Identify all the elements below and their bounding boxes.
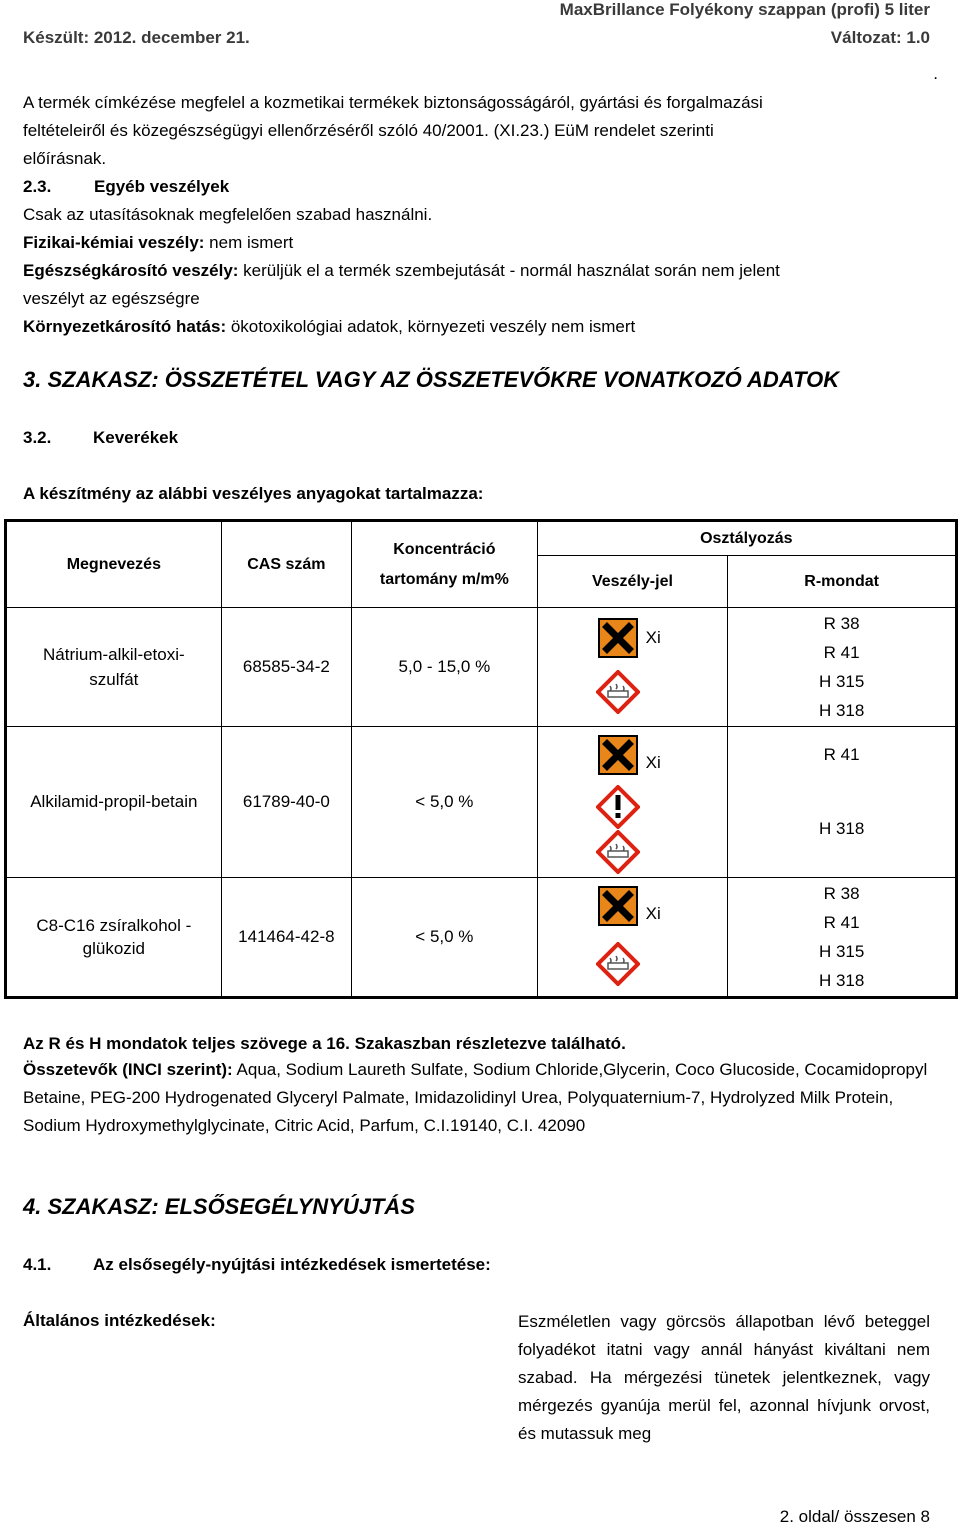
health-hazard-cont: veszélyt az egészségre (23, 289, 200, 308)
exclamation-icon (596, 785, 640, 829)
xi-label: Xi (645, 904, 661, 923)
ingredient-name: C8-C16 zsíralkohol - glükozid (6, 878, 222, 998)
environment-hazard (23, 313, 635, 341)
header-name: Megnevezés (6, 521, 222, 608)
usage-text: Csak az utasításoknak megfelelően szabad használni. (23, 205, 433, 224)
subsection-title: Az elsősegély-nyújtási intézkedések ismertetése: (93, 1255, 491, 1274)
subsection-title: Keverékek (93, 428, 179, 447)
h-phrase: H 318 (818, 819, 865, 838)
section-4-1-heading (23, 1255, 491, 1275)
section-number: 2.3. (23, 177, 52, 196)
section-2-3-heading (23, 173, 229, 201)
general-measures-text: Eszméletlen vagy görcsös állapotban lévő beteggel folyadékot itatni vagy annál hányást kiváltani nem szabad. Ha mérgezési tünetek jelentkeznek, vagy mérgezés gyanúja merül fel, azonnal hívjunk orvost, és mutassuk meg (518, 1312, 930, 1443)
concentration: < 5,0 % (352, 727, 538, 878)
hazard-symbols (537, 608, 728, 727)
cas-number: 61789-40-0 (221, 727, 351, 878)
inci-ingredients (23, 1056, 943, 1140)
xi-label: Xi (645, 753, 661, 772)
cas-number: 68585-34-2 (221, 608, 351, 727)
corrosion-icon (596, 670, 640, 714)
r-phrase: R 41 (823, 745, 860, 764)
inci-label: Összetevők (INCI szerint): (23, 1060, 233, 1079)
xi-irritant-icon (598, 886, 638, 926)
section-3-2-heading (23, 428, 178, 448)
concentration: < 5,0 % (352, 878, 538, 998)
header-symbol: Veszély-jel (537, 556, 728, 608)
ingredient-name: Alkilamid-propil-betain (6, 727, 222, 878)
hazardous-ingredients-table (4, 519, 958, 999)
section-4-title: 4. SZAKASZ: ELSŐSEGÉLYNYÚJTÁS (23, 1194, 415, 1219)
table-row (6, 608, 957, 727)
r-phrase: R 41 (823, 913, 860, 932)
mixture-lead: A készítmény az alábbi veszélyes anyagokat tartalmazza: (23, 484, 484, 503)
cas-number: 141464-42-8 (221, 878, 351, 998)
header-cas: CAS szám (221, 521, 351, 608)
header-classification: Osztályozás (537, 521, 956, 556)
xi-irritant-icon (598, 618, 638, 658)
section-title: Egyéb veszélyek (94, 177, 230, 196)
header-dot: . (933, 64, 938, 83)
h-phrase: H 318 (818, 701, 865, 720)
table-row (6, 727, 957, 878)
r-phrase: R 38 (823, 884, 860, 903)
table-row (6, 878, 957, 998)
intro-line-1: A termék címkézése megfelel a kozmetikai termékek biztonságosságáról, gyártási és forgalmazási (23, 93, 763, 112)
intro-line-3: előírásnak. (23, 149, 107, 168)
health-label: Egészségkárosító veszély: (23, 261, 239, 280)
h-phrase: H 318 (818, 971, 865, 990)
page-number: 2. oldal/ összesen 8 (779, 1507, 930, 1526)
h-phrase: H 315 (818, 672, 865, 691)
r-phrases (728, 608, 957, 727)
concentration: 5,0 - 15,0 % (352, 608, 538, 727)
inci-text: Aqua, Sodium Laureth Sulfate, Sodium Chloride,Glycerin, Coco Glucoside, Cocamidopropyl Betaine, PEG-200 Hydrogenated Glyceryl Palmate, Imidazolidinyl Urea, Polyquaternium-7, Hydrolyzed Milk Protein, Sodium Hydroxymethylglycinate, Citric Acid, Parfum, C.I.19140, C.I. 42090 (23, 1060, 928, 1135)
h-phrase: H 315 (818, 942, 865, 961)
health-hazard (23, 257, 780, 285)
env-value: ökotoxikológiai adatok, környezeti veszély nem ismert (226, 317, 636, 336)
hazard-symbols (537, 727, 728, 878)
env-label: Környezetkárosító hatás: (23, 317, 227, 336)
general-measures-label: Általános intézkedések: (23, 1311, 216, 1330)
header-conc-line1: Koncentráció (393, 540, 496, 558)
r-h-note: Az R és H mondatok teljes szövege a 16. Szakaszban részletezve található. (23, 1034, 626, 1053)
subsection-number: 3.2. (23, 428, 52, 447)
r-phrases (728, 878, 957, 998)
ingredient-name: Nátrium-alkil-etoxi-szulfát (6, 608, 222, 727)
version: Változat: 1.0 (830, 28, 930, 47)
header-conc-line2: tartomány m/m% (379, 570, 509, 588)
hazard-symbols (537, 878, 728, 998)
corrosion-icon (596, 830, 640, 874)
corrosion-icon (596, 942, 640, 986)
document-product-title: MaxBrillance Folyékony szappan (profi) 5 liter (559, 0, 930, 19)
subsection-number: 4.1. (23, 1255, 52, 1274)
header-concentration (352, 521, 538, 608)
xi-irritant-icon (598, 735, 638, 775)
r-phrase: R 41 (823, 643, 860, 662)
intro-line-2: feltételeiről és közegészségügyi ellenőrzéséről szóló 40/2001. (XI.23.) EüM rendelet szerinti (23, 121, 714, 140)
phys-value: nem ismert (204, 233, 294, 252)
header-r-phrase: R-mondat (728, 556, 957, 608)
created-date: Készült: 2012. december 21. (23, 28, 250, 47)
health-value: kerüljük el a termék szembejutását - normál használat során nem jelent (238, 261, 780, 280)
r-phrase: R 38 (823, 614, 860, 633)
xi-label: Xi (645, 628, 661, 647)
section-3-title: 3. SZAKASZ: ÖSSZETÉTEL VAGY AZ ÖSSZETEVŐKRE VONATKOZÓ ADATOK (23, 367, 840, 392)
phys-chem-hazard (23, 229, 293, 257)
phys-label: Fizikai-kémiai veszély: (23, 233, 205, 252)
r-phrases (728, 727, 957, 878)
